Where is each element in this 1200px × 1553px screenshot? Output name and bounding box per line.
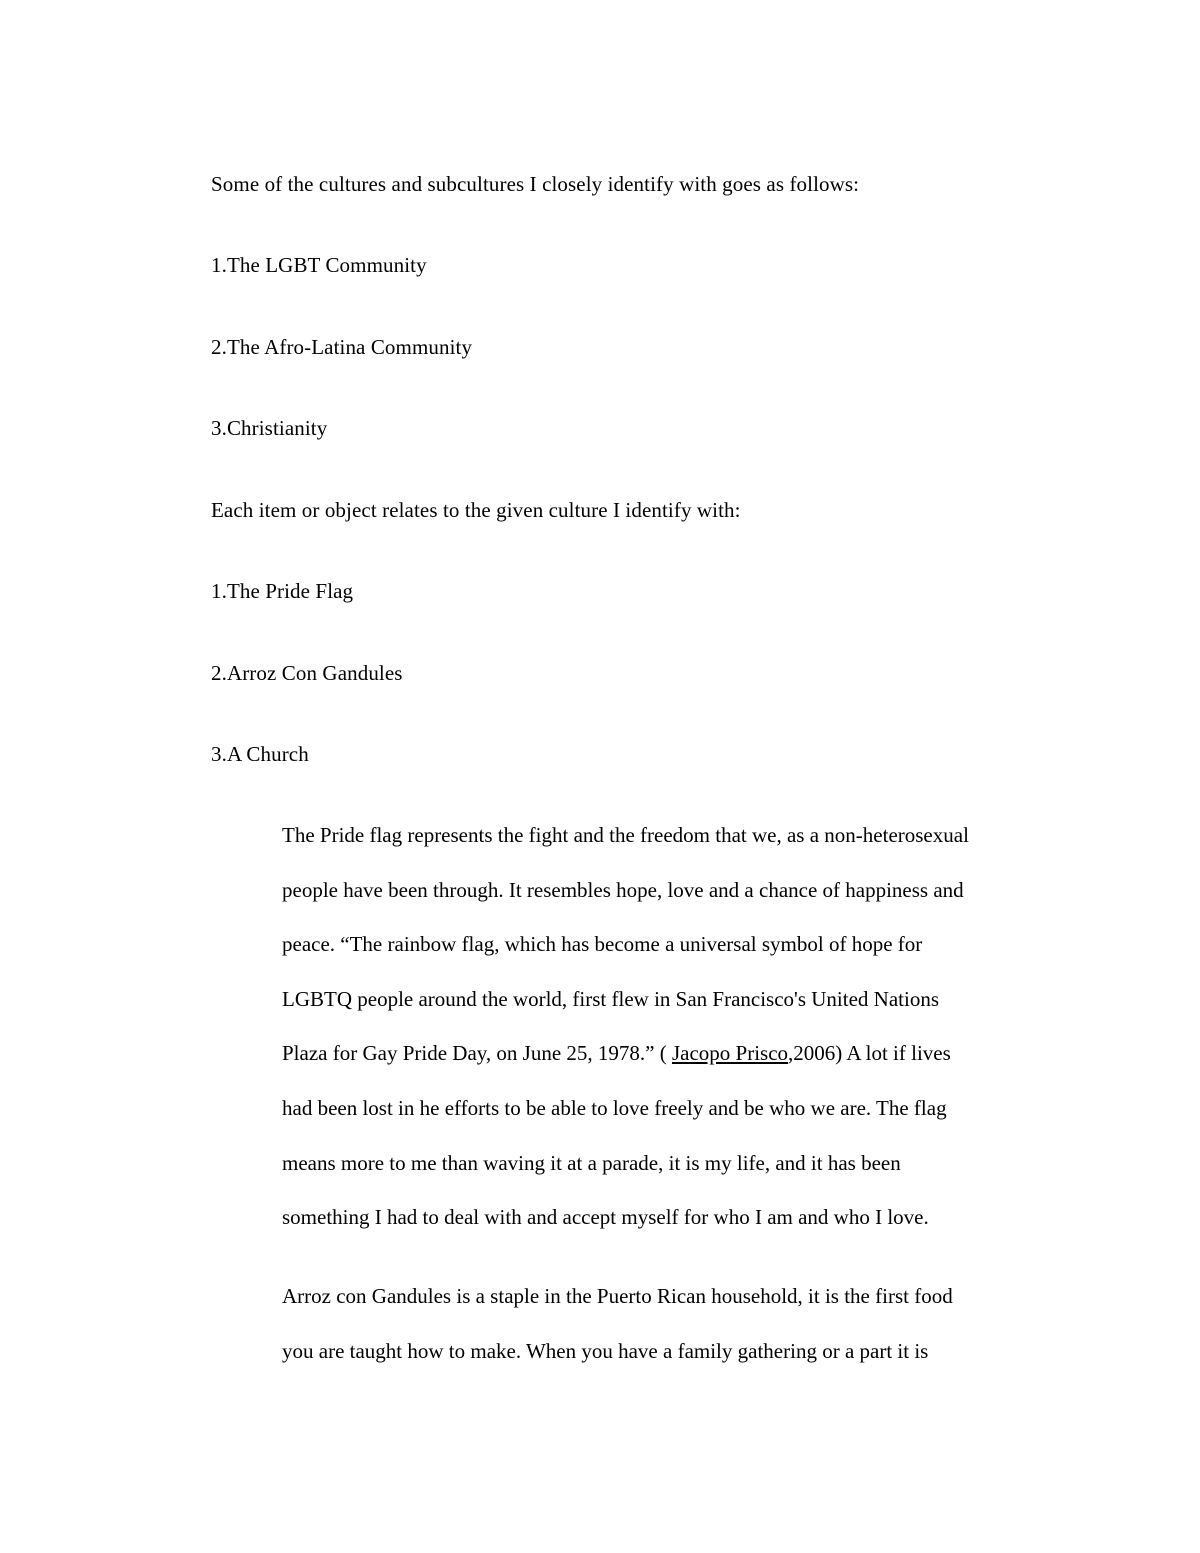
citation-suffix: ,2006) A lot if lives [788,1041,951,1066]
citation-author-link[interactable]: Jacopo Prisco [671,1041,789,1066]
paragraph-arroz-con-gandules [282,1282,1072,1391]
culture-item-2: 2.The Afro-Latina Community [211,335,473,359]
object-item-3: 3.A Church [211,742,309,766]
paragraph-line: The Pride flag represents the fight and the freedom that we, as a non-heterosexual [282,823,969,847]
object-item-2: 2.Arroz Con Gandules [211,661,403,685]
culture-item-3: 3.Christianity [211,416,328,440]
object-item-1: 1.The Pride Flag [211,579,354,603]
paragraph-line: you are taught how to make. When you have a family gathering or a part it is [282,1338,929,1363]
paragraph-line: peace. “The rainbow flag, which has become a universal symbol of hope for [282,932,923,957]
paragraph-line: Arroz con Gandules is a staple in the Puerto Rican household, it is the first food [282,1284,953,1308]
paragraph-line: means more to me than waving it at a parade, it is my life, and it has been [282,1150,901,1175]
paragraph-pride-flag [282,821,1072,1258]
paragraph-line: people have been through. It resembles hope, love and a chance of happiness and [282,877,964,902]
culture-item-1: 1.The LGBT Community [211,253,427,277]
paragraph-line: something I had to deal with and accept myself for who I am and who I love. [282,1205,929,1230]
intro-text: Some of the cultures and subcultures I closely identify with goes as follows: [211,172,860,196]
citation-prefix: Plaza for Gay Pride Day, on June 25, 1978.” ( [282,1041,672,1066]
paragraph-line: LGBTQ people around the world, first flew in San Francisco's United Nations [282,986,939,1011]
paragraph-line: had been lost in he efforts to be able to love freely and be who we are. The flag [282,1095,947,1120]
paragraph-citation-line [282,1039,1072,1094]
items-intro-text: Each item or object relates to the given culture I identify with: [211,498,741,522]
